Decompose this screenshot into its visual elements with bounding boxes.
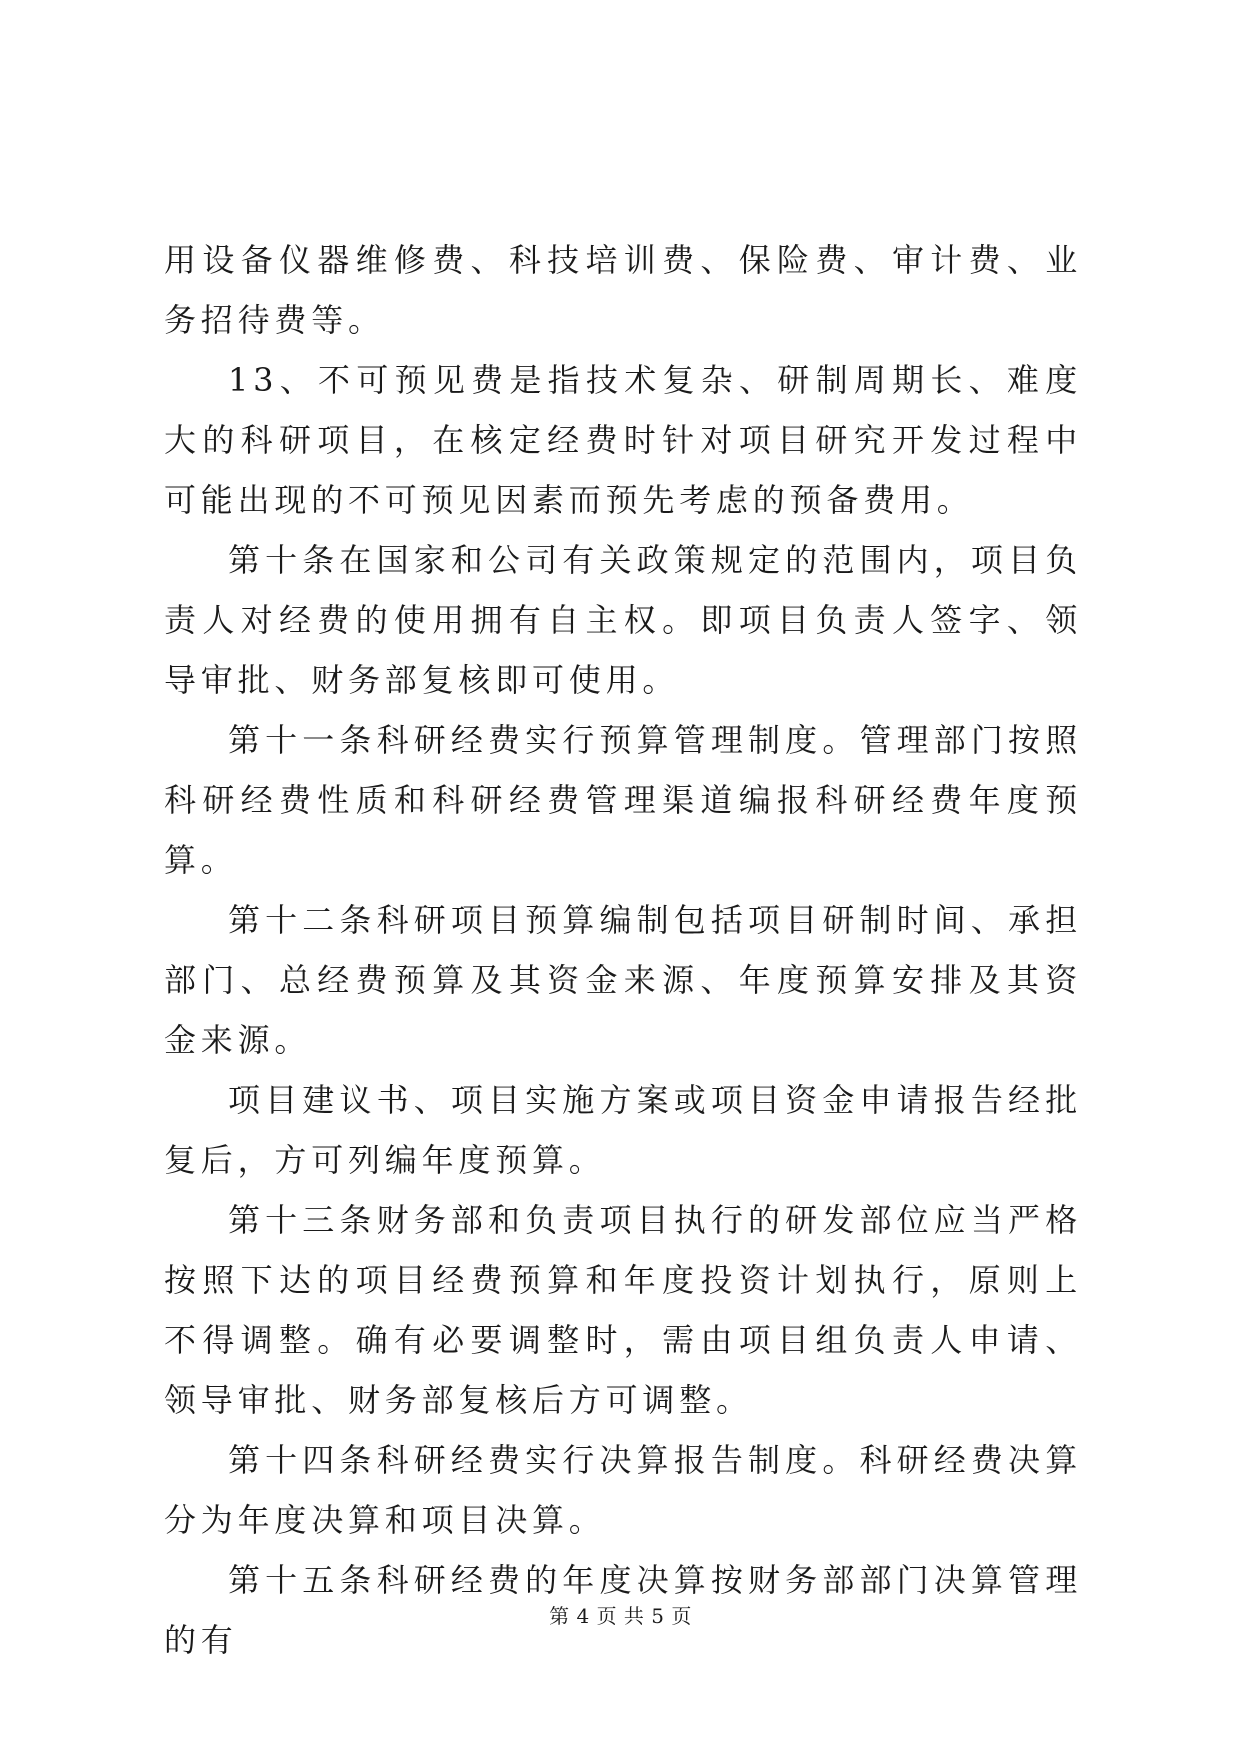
paragraph-article-11: 第十一条科研经费实行预算管理制度。管理部门按照科研经费性质和科研经费管理渠道编报科研经费年度预算。 <box>164 721 1082 879</box>
paragraph-article-15: 第十五条科研经费的年度决算按财务部部门决算管理的有 <box>164 1561 1082 1659</box>
paragraph-article-13: 第十三条财务部和负责项目执行的研发部位应当严格按照下达的项目经费预算和年度投资计划执行，原则上不得调整。确有必要调整时，需由项目组负责人申请、领导审批、财务部复核后方可调整。 <box>164 1201 1082 1419</box>
paragraph-continuation: 用设备仪器维修费、科技培训费、保险费、审计费、业务招待费等。 <box>164 241 1082 339</box>
paragraph-article-12: 第十二条科研项目预算编制包括项目研制时间、承担部门、总经费预算及其资金来源、年度预算安排及其资金来源。 <box>164 901 1082 1059</box>
page-footer <box>0 1602 1241 1630</box>
paragraph-item-13: 13、不可预见费是指技术复杂、研制周期长、难度大的科研项目，在核定经费时针对项目研究开发过程中可能出现的不可预见因素而预先考虑的预备费用。 <box>164 361 1082 519</box>
paragraph-article-10: 第十条在国家和公司有关政策规定的范围内，项目负责人对经费的使用拥有自主权。即项目负责人签字、领导审批、财务部复核即可使用。 <box>164 541 1082 699</box>
document-body <box>164 230 1082 1670</box>
paragraph-article-12-note: 项目建议书、项目实施方案或项目资金申请报告经批复后，方可列编年度预算。 <box>164 1081 1082 1179</box>
page-number: 第 4 页 共 5 页 <box>549 1604 692 1628</box>
paragraph-article-14: 第十四条科研经费实行决算报告制度。科研经费决算分为年度决算和项目决算。 <box>164 1441 1082 1539</box>
